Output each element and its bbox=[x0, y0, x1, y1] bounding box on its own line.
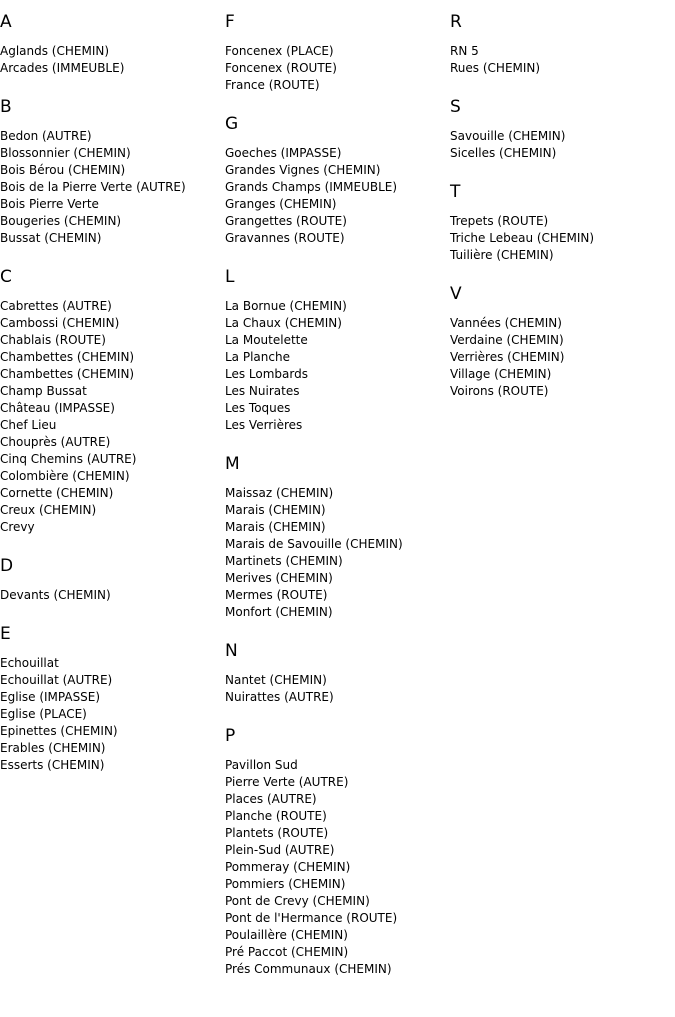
letter-heading: R bbox=[450, 12, 462, 32]
street-link[interactable]: Les Verrières bbox=[225, 418, 303, 432]
street-link[interactable]: Triche Lebeau (CHEMIN) bbox=[450, 231, 595, 245]
letter-section-f bbox=[225, 12, 445, 94]
street-link[interactable]: Places (AUTRE) bbox=[225, 792, 317, 806]
street-link[interactable]: Aglands (CHEMIN) bbox=[0, 44, 110, 58]
street-link[interactable]: La Moutelette bbox=[225, 333, 308, 347]
street-link[interactable]: Blossonnier (CHEMIN) bbox=[0, 146, 131, 160]
street-link[interactable]: La Bornue (CHEMIN) bbox=[225, 299, 347, 313]
street-link[interactable]: Château (IMPASSE) bbox=[0, 401, 115, 415]
letter-heading: B bbox=[0, 97, 12, 117]
column-1 bbox=[0, 12, 220, 794]
street-list bbox=[0, 655, 220, 774]
street-link[interactable]: Gravannes (ROUTE) bbox=[225, 231, 345, 245]
street-link[interactable]: Goeches (IMPASSE) bbox=[225, 146, 342, 160]
street-link[interactable]: Verrières (CHEMIN) bbox=[450, 350, 565, 364]
street-link[interactable]: Creux (CHEMIN) bbox=[0, 503, 97, 517]
letter-heading: F bbox=[225, 12, 235, 32]
street-link[interactable]: Bois de la Pierre Verte (AUTRE) bbox=[0, 180, 186, 194]
street-link[interactable]: France (ROUTE) bbox=[225, 78, 320, 92]
letter-section-s bbox=[450, 97, 670, 162]
street-list bbox=[450, 43, 670, 77]
street-link[interactable]: Verdaine (CHEMIN) bbox=[450, 333, 564, 347]
street-link[interactable]: Colombière (CHEMIN) bbox=[0, 469, 130, 483]
street-list bbox=[0, 587, 220, 604]
street-link[interactable]: Granges (CHEMIN) bbox=[225, 197, 337, 211]
street-link[interactable]: Les Toques bbox=[225, 401, 291, 415]
street-link[interactable]: Chouprès (AUTRE) bbox=[0, 435, 111, 449]
street-link[interactable]: Monfort (CHEMIN) bbox=[225, 605, 333, 619]
street-link[interactable]: Cornette (CHEMIN) bbox=[0, 486, 114, 500]
letter-section-t bbox=[450, 182, 670, 264]
street-list bbox=[450, 128, 670, 162]
letter-heading: T bbox=[450, 182, 461, 202]
street-link[interactable]: Epinettes (CHEMIN) bbox=[0, 724, 118, 738]
street-link[interactable]: Bougeries (CHEMIN) bbox=[0, 214, 122, 228]
street-link[interactable]: Crevy bbox=[0, 520, 35, 534]
street-list bbox=[450, 315, 670, 400]
street-link[interactable]: Chef Lieu bbox=[0, 418, 57, 432]
street-link[interactable]: Pierre Verte (AUTRE) bbox=[225, 775, 349, 789]
street-link[interactable]: La Planche bbox=[225, 350, 290, 364]
letter-section-c bbox=[0, 267, 220, 536]
street-link[interactable]: Pommeray (CHEMIN) bbox=[225, 860, 351, 874]
street-link[interactable]: Grands Champs (IMMEUBLE) bbox=[225, 180, 398, 194]
column-2 bbox=[225, 12, 445, 998]
street-link[interactable]: Chambettes (CHEMIN) bbox=[0, 350, 135, 364]
street-list bbox=[225, 485, 445, 621]
street-link[interactable]: Cabrettes (AUTRE) bbox=[0, 299, 112, 313]
letter-heading: A bbox=[0, 12, 12, 32]
letter-heading: P bbox=[225, 726, 236, 746]
street-list bbox=[225, 145, 445, 247]
street-link[interactable]: Plein-Sud (AUTRE) bbox=[225, 843, 335, 857]
street-link[interactable]: Poulaillère (CHEMIN) bbox=[225, 928, 348, 942]
street-list bbox=[0, 128, 220, 247]
street-link[interactable]: Les Nuirates bbox=[225, 384, 300, 398]
letter-heading: G bbox=[225, 114, 239, 134]
street-link[interactable]: Foncenex (ROUTE) bbox=[225, 61, 337, 75]
letter-heading: D bbox=[0, 556, 14, 576]
street-link[interactable]: Cambossi (CHEMIN) bbox=[0, 316, 120, 330]
street-link[interactable]: Sicelles (CHEMIN) bbox=[450, 146, 557, 160]
street-link[interactable]: Devants (CHEMIN) bbox=[0, 588, 111, 602]
street-link[interactable]: RN 5 bbox=[450, 44, 479, 58]
street-link[interactable]: Pavillon Sud bbox=[225, 758, 298, 772]
street-link[interactable]: Bussat (CHEMIN) bbox=[0, 231, 102, 245]
street-list bbox=[225, 757, 445, 978]
street-list bbox=[225, 298, 445, 434]
letter-heading: S bbox=[450, 97, 461, 117]
letter-section-b bbox=[0, 97, 220, 247]
street-link[interactable]: Eglise (PLACE) bbox=[0, 707, 87, 721]
letter-section-n bbox=[225, 641, 445, 706]
street-link[interactable]: Bedon (AUTRE) bbox=[0, 129, 92, 143]
street-link[interactable]: Erables (CHEMIN) bbox=[0, 741, 106, 755]
letter-section-a bbox=[0, 12, 220, 77]
street-link[interactable]: Nantet (CHEMIN) bbox=[225, 673, 327, 687]
street-list bbox=[0, 43, 220, 77]
street-link[interactable]: Savouille (CHEMIN) bbox=[450, 129, 566, 143]
street-link[interactable]: Arcades (IMMEUBLE) bbox=[0, 61, 125, 75]
street-link[interactable]: Foncenex (PLACE) bbox=[225, 44, 334, 58]
street-link[interactable]: Martinets (CHEMIN) bbox=[225, 554, 343, 568]
street-link[interactable]: Chambettes (CHEMIN) bbox=[0, 367, 135, 381]
street-link[interactable]: Grangettes (ROUTE) bbox=[225, 214, 347, 228]
street-link[interactable]: Nuirattes (AUTRE) bbox=[225, 690, 334, 704]
street-list bbox=[225, 43, 445, 94]
letter-section-v bbox=[450, 284, 670, 400]
letter-heading: E bbox=[0, 624, 11, 644]
letter-section-d bbox=[0, 556, 220, 604]
street-link[interactable]: Marais (CHEMIN) bbox=[225, 520, 326, 534]
street-link[interactable]: Pommiers (CHEMIN) bbox=[225, 877, 346, 891]
street-list bbox=[450, 213, 670, 264]
street-list bbox=[0, 298, 220, 536]
letter-section-g bbox=[225, 114, 445, 247]
street-link[interactable]: Trepets (ROUTE) bbox=[450, 214, 549, 228]
letter-heading: C bbox=[0, 267, 12, 287]
street-link[interactable]: Bois Pierre Verte bbox=[0, 197, 99, 211]
letter-heading: M bbox=[225, 454, 240, 474]
letter-heading: V bbox=[450, 284, 462, 304]
letter-section-l bbox=[225, 267, 445, 434]
street-link[interactable]: Pré Paccot (CHEMIN) bbox=[225, 945, 349, 959]
street-link[interactable]: Maissaz (CHEMIN) bbox=[225, 486, 334, 500]
street-link[interactable]: Pont de Crevy (CHEMIN) bbox=[225, 894, 370, 908]
street-link[interactable]: Rues (CHEMIN) bbox=[450, 61, 541, 75]
street-link[interactable]: Marais de Savouille (CHEMIN) bbox=[225, 537, 403, 551]
letter-section-p bbox=[225, 726, 445, 978]
street-link[interactable]: Marais (CHEMIN) bbox=[225, 503, 326, 517]
street-link[interactable]: Vannées (CHEMIN) bbox=[450, 316, 562, 330]
street-link[interactable]: Planche (ROUTE) bbox=[225, 809, 327, 823]
street-link[interactable]: Chablais (ROUTE) bbox=[0, 333, 106, 347]
street-link[interactable]: Les Lombards bbox=[225, 367, 308, 381]
street-list bbox=[225, 672, 445, 706]
street-link[interactable]: Champ Bussat bbox=[0, 384, 87, 398]
street-link[interactable]: Plantets (ROUTE) bbox=[225, 826, 329, 840]
street-link[interactable]: Grandes Vignes (CHEMIN) bbox=[225, 163, 381, 177]
street-link[interactable]: Prés Communaux (CHEMIN) bbox=[225, 962, 392, 976]
letter-section-e bbox=[0, 624, 220, 774]
street-link[interactable]: Pont de l'Hermance (ROUTE) bbox=[225, 911, 398, 925]
letter-section-r bbox=[450, 12, 670, 77]
letter-heading: N bbox=[225, 641, 238, 661]
street-link[interactable]: Echouillat bbox=[0, 656, 59, 670]
street-link[interactable]: Tuilière (CHEMIN) bbox=[450, 248, 554, 262]
letter-heading: L bbox=[225, 267, 235, 287]
letter-section-m bbox=[225, 454, 445, 621]
street-link[interactable]: Echouillat (AUTRE) bbox=[0, 673, 113, 687]
street-link[interactable]: Cinq Chemins (AUTRE) bbox=[0, 452, 137, 466]
street-link[interactable]: Mermes (ROUTE) bbox=[225, 588, 328, 602]
street-link[interactable]: Bois Bérou (CHEMIN) bbox=[0, 163, 126, 177]
street-link[interactable]: Merives (CHEMIN) bbox=[225, 571, 333, 585]
street-link[interactable]: Esserts (CHEMIN) bbox=[0, 758, 105, 772]
street-link[interactable]: Village (CHEMIN) bbox=[450, 367, 552, 381]
column-3 bbox=[450, 12, 670, 420]
street-link[interactable]: La Chaux (CHEMIN) bbox=[225, 316, 342, 330]
street-link[interactable]: Eglise (IMPASSE) bbox=[0, 690, 101, 704]
street-link[interactable]: Voirons (ROUTE) bbox=[450, 384, 549, 398]
